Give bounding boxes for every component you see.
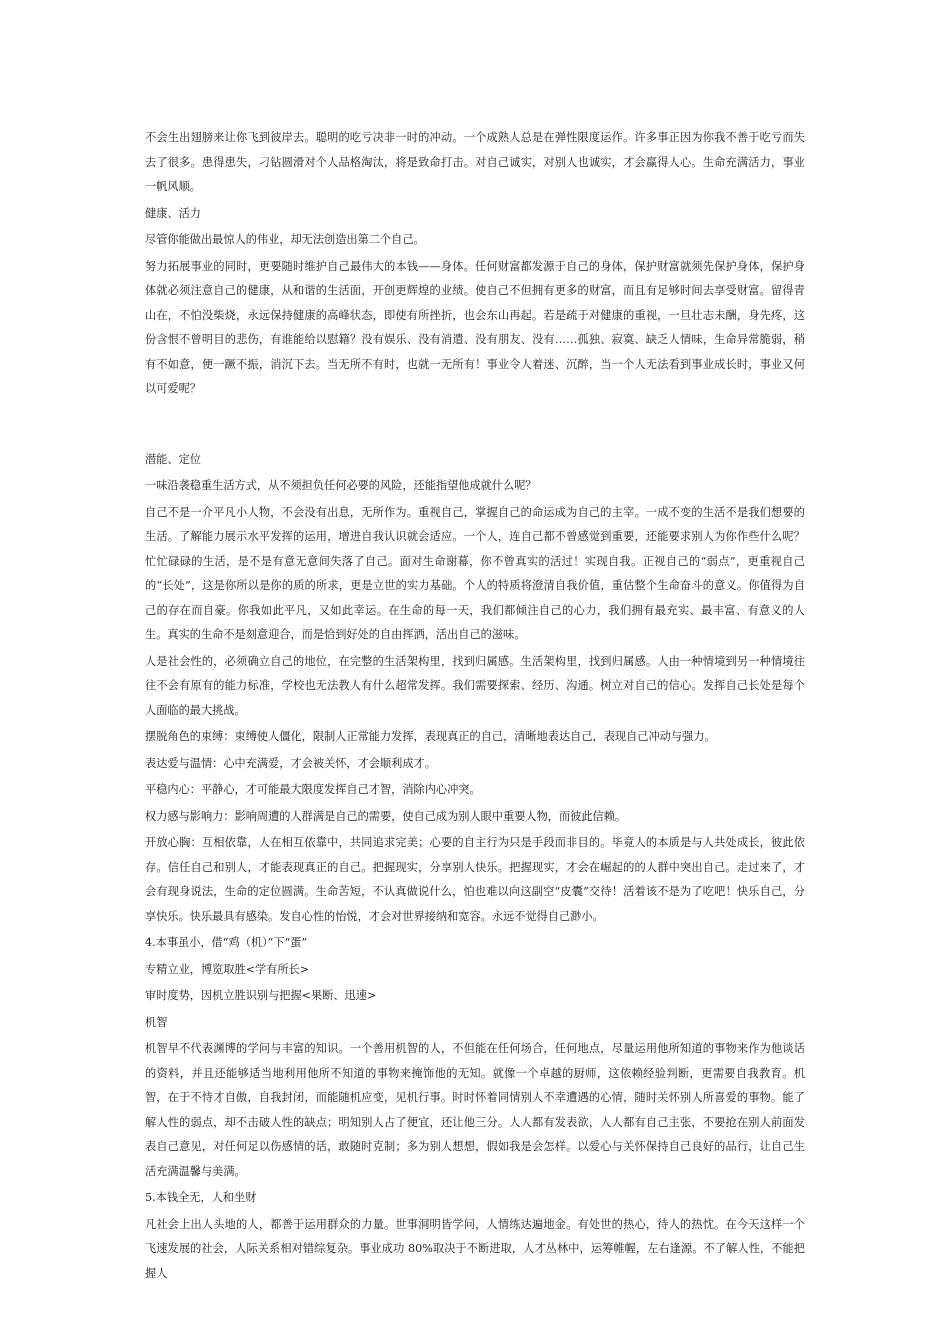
paragraph: 凡社会上出人头地的人，都善于运用群众的力量。世事洞明皆学问，人情练达遍地金。有处世的热心，待人的热忱。在今天这样一个飞速发展的社会，人际关系相对错综复杂。事业成功 80%取决于不断进取，人才丛林中，运筹帷幄，左右逢源。不了解人性，不能把握人 [145, 1217, 805, 1280]
paragraph: 审时度势，因机立胜识别与把握<果断、迅速> [145, 989, 377, 1002]
paragraph: 一味沿袭稳重生活方式，从不须担负任何必要的风险，还能指望他成就什么呢？ [145, 479, 537, 492]
paragraph: 尽管你能做出最惊人的伟业，却无法创造出第二个自己。 [145, 233, 425, 246]
paragraph: 自己不是一介平凡小人物，不会没有出息，无所作为。重视自己，掌握自己的命运成为自己的主宰。一成不变的生活不是我们想要的生活。了解能力展示水平发挥的运用，增进自我认识就会适应。一个人，连自己都不曾感觉到重要，还能要求别人为你作些什么呢？忙忙碌碌的生活，是不是有意无意间失落了自己。面对生命谢幕，你不曾真实的活过！实现自我。正视自己的“弱点”，更重视自己的“长处”，这是你所以是你的质的所求，更是立世的实力基础。个人的特质将澄清自我价值，重估整个生命奋斗的意义。你值得为自己的存在而自豪。你我如此平凡，又如此幸运。在生命的每一天，我们都倾注自己的心力，我们拥有最充实、最丰富、有意义的人生。真实的生命不是刻意迎合，而是恰到好处的自由挥洒，活出自己的滋味。 [145, 505, 805, 641]
paragraph: 权力感与影响力：影响周遭的人群满是自己的需要，使自己成为别人眼中重要人物，而彼此信赖。 [145, 809, 627, 823]
paragraph: 机智早不代表渊博的学问与丰富的知识。一个善用机智的人，不但能在任何场合，任何地点，尽量运用他所知道的事物来作为他谈话的资料，并且还能够适当地利用他所不知道的事物来掩饰他的无知。就像一个卓越的厨师，这依赖经验判断，更需要自我教育。机智，在于不恃才自傲，自我封闭，而能随机应变，见机行事。时时怀着同情别人不幸遭遇的心情，随时关怀别人所喜爱的事物。能了解人性的弱点，却不击破人性的缺点；明知别人占了便宜，还让他三分。人人都有发表欲，人人都有自己主张，不要抢在别人前面发表自己意见，对任何足以伤感情的话，敢随时克制；多为别人想想，假如我是会怎样。以爱心与关怀保持自己良好的品行，让自己生活充满温馨与美满。 [145, 1042, 805, 1178]
paragraph: 5.本钱全无，人和坐财 [145, 1191, 257, 1204]
paragraph: 机智 [145, 1015, 168, 1029]
paragraph: 不会生出翅膀来让你飞到彼岸去。聪明的吃亏决非一时的冲动。一个成熟人总是在弹性限度运作。许多事正因为你我不善于吃亏而失去了很多。患得患失，刁钻圆滑对个人品格淘汰，将是致命打击。对自己诚实，对别人也诚实，才会赢得人心。生命充满活力，事业一帆风顺。 [145, 131, 805, 193]
paragraph: 开放心胸：互相依靠，人在相互依靠中，共同追求完美；心要的自主行为只是手段而非目的。毕竟人的本质是与人共处成长，彼此依存。信任自己和别人，才能表现真正的自己。把握现实，分享别人快乐。把握现实，才会在崛起的的人群中突出自己。走过来了，才会有现身说法，生命的定位圆满。生命苦短，不认真做说什么，怕也难以向这副空“皮囊”交待！活着该不是为了吃吧！快乐自己，分享快乐。快乐最具有感染。发自心性的怡悦，才会对世界接纳和宽容。永远不觉得自己渺小。 [145, 836, 805, 923]
paragraph: 表达爱与温情：心中充满爱，才会被关怀，才会顺利成才。 [145, 756, 436, 770]
paragraph: 平稳内心：平静心，才可能最大限度发挥自己才智，消除内心冲突。 [145, 783, 481, 796]
paragraph: 人是社会性的，必须确立自己的地位，在完整的生活架构里，找到归属感。生活架构里，找到归属感。人由一种情境到另一种情境往往不会有原有的能力标准，学校也无法教人有什么超常发挥。我们需要探索、经历、沟通。树立对自己的信心。发挥自己长处是每个人面临的最大挑战。 [145, 654, 805, 717]
paragraph: 潜能、定位 [145, 452, 201, 466]
paragraph: 摆脱角色的束缚：束缚使人僵化，限制人正常能力发挥，表现真正的自己，清晰地表达自己，表现自己冲动与强力。 [145, 730, 716, 743]
paragraph: 健康、活力 [145, 206, 201, 220]
paragraph: 努力拓展事业的同时，更要随时维护自己最伟大的本钱——身体。任何财富都发源于自己的身体，保护财富就须先保护身体，保护身体就必须注意自己的健康，从和谐的生活面，开创更辉煌的业绩。使自己不但拥有更多的财富，而且有足够时间去享受财富。留得青山在，不怕没柴烧，永远保持健康的高峰状态，即使有所挫折，也会东山再起。若是疏于对健康的重视，一旦壮志未酬，身先疼，这份含恨不曾明目的悲伤，有谁能给以慰籍？没有娱乐、没有消遣、没有朋友、没有……孤独、寂寞、缺乏人情味，生命异常脆弱，稍有不如意，便一蹶不振，消沉下去。当无所不有时，也就一无所有！事业令人着迷、沉醉，当一个人无法看到事业成长时，事业又何以可爱呢？ [145, 259, 805, 395]
paragraph: 4.本事虽小，借“鸡（机）”下“蛋” [145, 936, 308, 949]
document-body [145, 126, 805, 1288]
paragraph: 专精立业，博览取胜<学有所长> [145, 962, 310, 976]
section-gap [145, 404, 805, 448]
